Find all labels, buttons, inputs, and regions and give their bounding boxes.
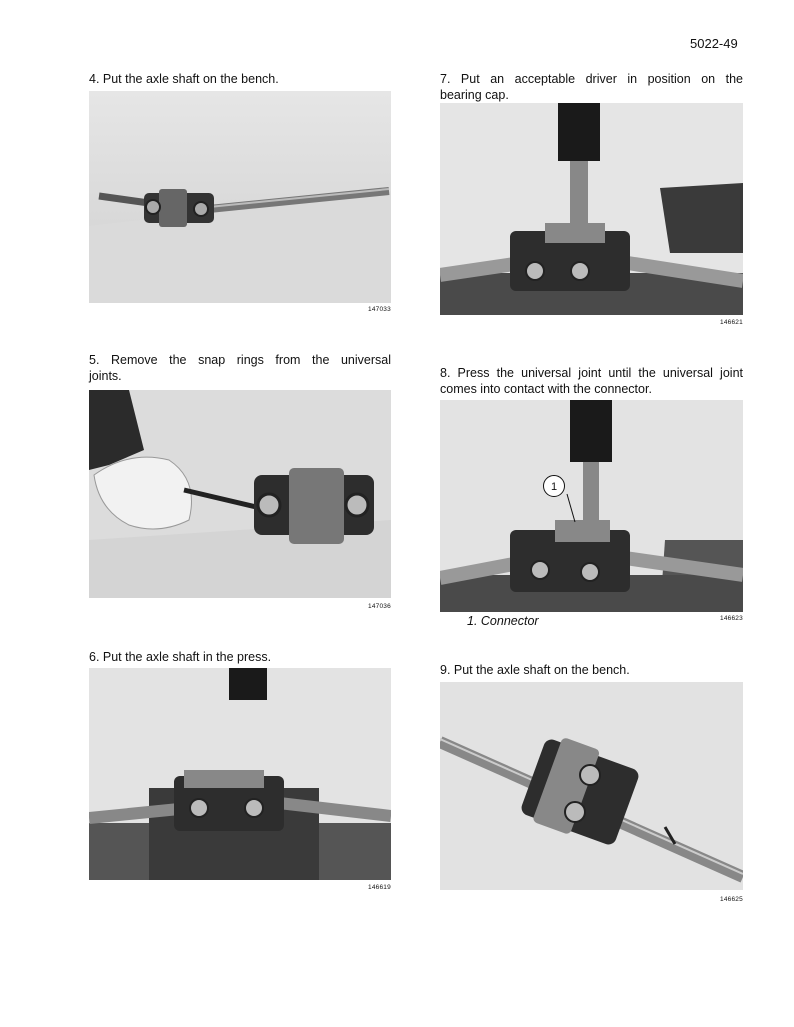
figure-axle-on-bench-2 bbox=[440, 682, 743, 890]
step-8-line-1: 8. Press the universal joint until the universal joint bbox=[440, 366, 743, 380]
step-5-line-2: joints. bbox=[89, 369, 122, 383]
step-7-text bbox=[440, 71, 743, 87]
step-6-text bbox=[89, 649, 271, 665]
step-8-text bbox=[440, 365, 743, 381]
step-8-text-cont bbox=[440, 381, 652, 397]
step-4-line-1: 4. Put the axle shaft on the bench. bbox=[89, 72, 279, 86]
figure-number-146619: 146619 bbox=[368, 884, 391, 891]
step-5-line-1: 5. Remove the snap rings from the universal bbox=[89, 353, 391, 367]
step-7-line-2: bearing cap. bbox=[440, 88, 509, 102]
step-6-line-1: 6. Put the axle shaft in the press. bbox=[89, 650, 272, 664]
figure-number-146623: 146623 bbox=[720, 615, 743, 622]
step-7-line-1: 7. Put an acceptable driver in position on the bbox=[440, 72, 743, 86]
figure-axle-on-bench bbox=[89, 91, 391, 303]
figure-number-147036: 147036 bbox=[368, 603, 391, 610]
step-5-text-cont bbox=[89, 368, 122, 384]
figure-remove-snap-rings bbox=[89, 390, 391, 598]
step-9-line-1: 9. Put the axle shaft on the bench. bbox=[440, 663, 630, 677]
figure-press-universal-joint bbox=[440, 400, 743, 612]
figure-driver-on-bearing-cap bbox=[440, 103, 743, 315]
step-4-text bbox=[89, 71, 279, 87]
figure-axle-in-press bbox=[89, 668, 391, 880]
callout-1: 1 bbox=[543, 475, 565, 497]
figure-number-146625: 146625 bbox=[720, 896, 743, 903]
step-7-text-cont bbox=[440, 87, 509, 103]
page-number: 5022-49 bbox=[690, 36, 738, 51]
step-9-text bbox=[440, 662, 630, 678]
step-5-text bbox=[89, 352, 391, 368]
figure-number-146621: 146621 bbox=[720, 319, 743, 326]
figure-caption-connector: 1. Connector bbox=[467, 614, 539, 628]
step-8-line-2: comes into contact with the connector. bbox=[440, 382, 652, 396]
figure-number-147033: 147033 bbox=[368, 306, 391, 313]
